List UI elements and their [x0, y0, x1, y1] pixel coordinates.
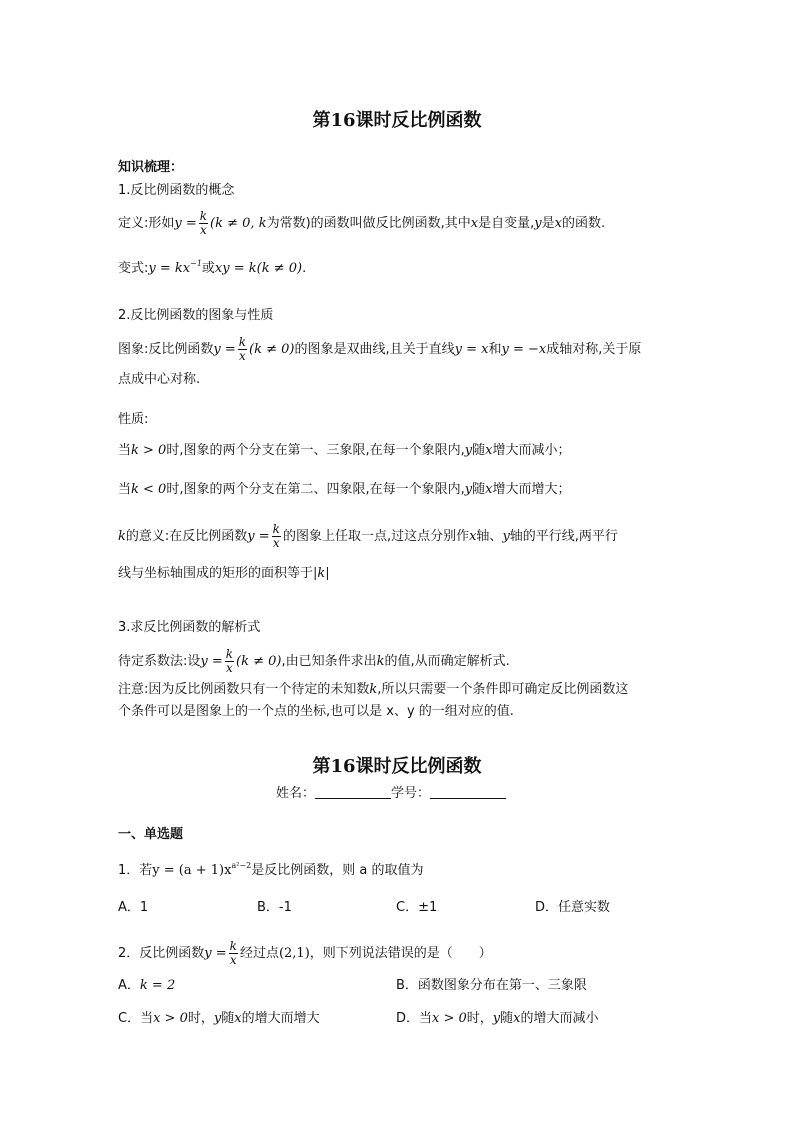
def-eq: y =	[174, 216, 197, 231]
q2-eq: y =	[204, 946, 227, 961]
graph-line	[118, 336, 641, 363]
prop1-a: 当	[118, 443, 132, 458]
note-line-continued: 个条件可以是图象上的一个点的坐标,也可以是 x、y 的一组对应的值.	[118, 704, 514, 719]
def-y: y	[534, 216, 542, 231]
prop1-y: y	[464, 443, 473, 458]
q2-option-d[interactable]	[396, 1011, 599, 1027]
q2-frac-den: x	[229, 953, 237, 967]
kmean-fraction	[272, 523, 281, 550]
method-fraction	[225, 648, 234, 675]
method-k: k	[376, 654, 385, 669]
prop1-b: 时,图象的两个分支在第一、三象限,在每一个象限内,	[166, 443, 465, 458]
kmean-abs: |k|	[313, 566, 330, 581]
q2-optD-x: x	[513, 1011, 521, 1026]
graph-cond: (k ≠ 0)	[249, 342, 295, 357]
q2-optD-cond: x > 0	[432, 1011, 467, 1026]
graph-and: 和	[488, 342, 502, 357]
q2-optD-a: D．当	[396, 1011, 433, 1026]
q2-option-c[interactable]	[118, 1011, 320, 1027]
def-fraction	[199, 210, 208, 237]
definition-line	[118, 210, 605, 237]
section-3-title: 3.求反比例函数的解析式	[118, 620, 261, 635]
section-2-title: 2.反比例函数的图象与性质	[118, 308, 274, 323]
q2-b: 经过点	[239, 946, 279, 961]
prop2-b: 时,图象的两个分支在第二、四象限,在每一个象限内,	[166, 482, 465, 497]
section-1-title: 1.反比例函数的概念	[118, 183, 235, 198]
q2-frac-num: k	[229, 939, 237, 953]
q2-optC-cond: x > 0	[153, 1011, 188, 1026]
method-line	[118, 648, 510, 675]
property-1	[118, 443, 570, 459]
kmean-frac-den: x	[272, 536, 280, 550]
def-mid2: 是自变量,	[478, 216, 535, 231]
prop2-a: 当	[118, 482, 132, 497]
q2-optD-c: 随	[500, 1011, 514, 1026]
q2-a: 2．反比例函数	[118, 946, 205, 961]
section-single-choice: 一、单选题	[118, 827, 184, 842]
q2-optD-y: y	[492, 1011, 501, 1026]
kmean-x: x	[469, 529, 477, 544]
graph-line1: y = x	[454, 342, 489, 357]
graph-line2: y = −x	[501, 342, 547, 357]
prop1-k: k > 0	[131, 443, 167, 458]
graph-mid: 的图象是双曲线,且关于直线	[294, 342, 455, 357]
id-label: 学号：	[391, 786, 431, 801]
graph-fraction	[238, 336, 247, 363]
q1-option-a[interactable]: A．1	[118, 900, 149, 915]
q1-expr: y = (a + 1)x	[152, 863, 232, 878]
q2-optC-d: 的增大而增大	[241, 1011, 320, 1026]
kmean-d: 轴的平行线,两平行	[509, 529, 618, 544]
q1-option-b[interactable]: B．-1	[257, 900, 292, 915]
properties-label: 性质:	[118, 412, 149, 427]
prop1-x: x	[485, 443, 493, 458]
def-frac-den: x	[200, 223, 207, 237]
prop2-y: y	[464, 482, 473, 497]
method-a: 待定系数法:设	[118, 654, 201, 669]
def-x: x	[470, 216, 479, 231]
q2-point: (2,1)	[278, 946, 310, 961]
name-label: 姓名：	[276, 786, 316, 801]
def-frac-num: k	[199, 209, 208, 223]
q2-optD-d: 的增大而减小	[520, 1011, 599, 1026]
q1-exp: a²−2	[231, 861, 252, 870]
property-2	[118, 482, 570, 498]
q2-optD-b: 时，	[466, 1011, 493, 1026]
prop2-k: k < 0	[131, 482, 167, 497]
q2-optC-b: 时，	[187, 1011, 214, 1026]
prop1-d: 增大而减小；	[492, 443, 571, 458]
q2-optA-label: A．	[118, 978, 140, 993]
graph-line-continued: 点成中心对称.	[118, 372, 201, 387]
q2-optC-c: 随	[221, 1011, 235, 1026]
note-a: 注意:因为反比例函数只有一个待定的未知数	[118, 682, 370, 697]
graph-frac-num: k	[238, 335, 247, 349]
kmean-c: 轴、	[476, 529, 503, 544]
id-blank[interactable]	[430, 786, 506, 799]
exercise-title: 第16课时反比例函数	[312, 756, 482, 777]
def-end: 的函数.	[562, 216, 606, 231]
def-prefix: 定义:形如	[118, 216, 175, 231]
method-frac-den: x	[226, 661, 233, 675]
method-eq: y =	[200, 654, 223, 669]
method-frac-num: k	[225, 647, 234, 661]
q1-option-d[interactable]: D．任意实数	[535, 900, 611, 915]
variant-or: 或	[201, 261, 215, 276]
kmean-eq: y =	[247, 529, 270, 544]
kmean-a: 的意义:在反比例函数	[125, 529, 248, 544]
q2-optC-y: y	[213, 1011, 222, 1026]
def-mid3: 是	[541, 216, 555, 231]
q1-a: 1．若	[118, 863, 153, 878]
def-x2: x	[554, 216, 562, 231]
name-blank[interactable]	[315, 786, 391, 799]
prop2-d: 增大而增大；	[492, 482, 571, 497]
q2-optC-x: x	[234, 1011, 242, 1026]
graph-end: 成轴对称,关于原	[546, 342, 642, 357]
q2-optC-a: C．当	[118, 1011, 154, 1026]
q2-option-b[interactable]: B．函数图象分布在第一、三象限	[396, 978, 587, 993]
method-b: ,由已知条件求出	[281, 654, 377, 669]
q2-option-a[interactable]	[118, 978, 175, 994]
q2-optA-expr: k = 2	[139, 978, 176, 993]
knowledge-heading: 知识梳理：	[118, 160, 184, 175]
note-k: k	[369, 682, 378, 697]
graph-prefix: 图象:反比例函数	[118, 342, 214, 357]
variant-line	[118, 256, 306, 277]
kmean-y: y	[502, 529, 510, 544]
graph-frac-den: x	[239, 349, 246, 363]
k-meaning-line-continued	[118, 566, 330, 582]
prop2-x: x	[485, 482, 493, 497]
variant-eq1: y = kx	[148, 261, 191, 276]
question-1	[118, 858, 423, 879]
question-2	[118, 940, 492, 967]
kmean-k: k	[118, 529, 126, 544]
prop2-c: 随	[472, 482, 486, 497]
student-info	[276, 786, 506, 802]
variant-exp: −1	[190, 259, 202, 268]
note-b: ,所以只需要一个条件即可确定反比例函数这	[377, 682, 629, 697]
variant-eq2: xy = k(k ≠ 0)	[214, 261, 303, 276]
def-mid: 为常数)的函数叫做反比例函数,其中	[266, 216, 471, 231]
note-line	[118, 682, 628, 698]
q1-option-c[interactable]: C．±1	[396, 900, 438, 915]
graph-eq: y =	[213, 342, 236, 357]
variant-end: .	[302, 261, 307, 276]
method-cond: (k ≠ 0)	[236, 654, 282, 669]
variant-prefix: 变式:	[118, 261, 149, 276]
kmean-b: 的图象上任取一点,过这点分别作	[282, 529, 470, 544]
method-c: 的值,从而确定解析式.	[384, 654, 510, 669]
def-cond: (k ≠ 0, k	[210, 216, 267, 231]
q1-b: 是反比例函数，则 a 的取值为	[251, 863, 424, 878]
k-meaning-line	[118, 523, 618, 550]
kmean-line2: 线与坐标轴围成的矩形的面积等于	[118, 566, 314, 581]
kmean-frac-num: k	[272, 522, 280, 536]
page-title: 第16课时反比例函数	[312, 110, 482, 131]
q2-c: ，则下列说法错误的是（ ）	[309, 946, 492, 961]
prop1-c: 随	[472, 443, 486, 458]
q2-fraction	[229, 940, 238, 967]
